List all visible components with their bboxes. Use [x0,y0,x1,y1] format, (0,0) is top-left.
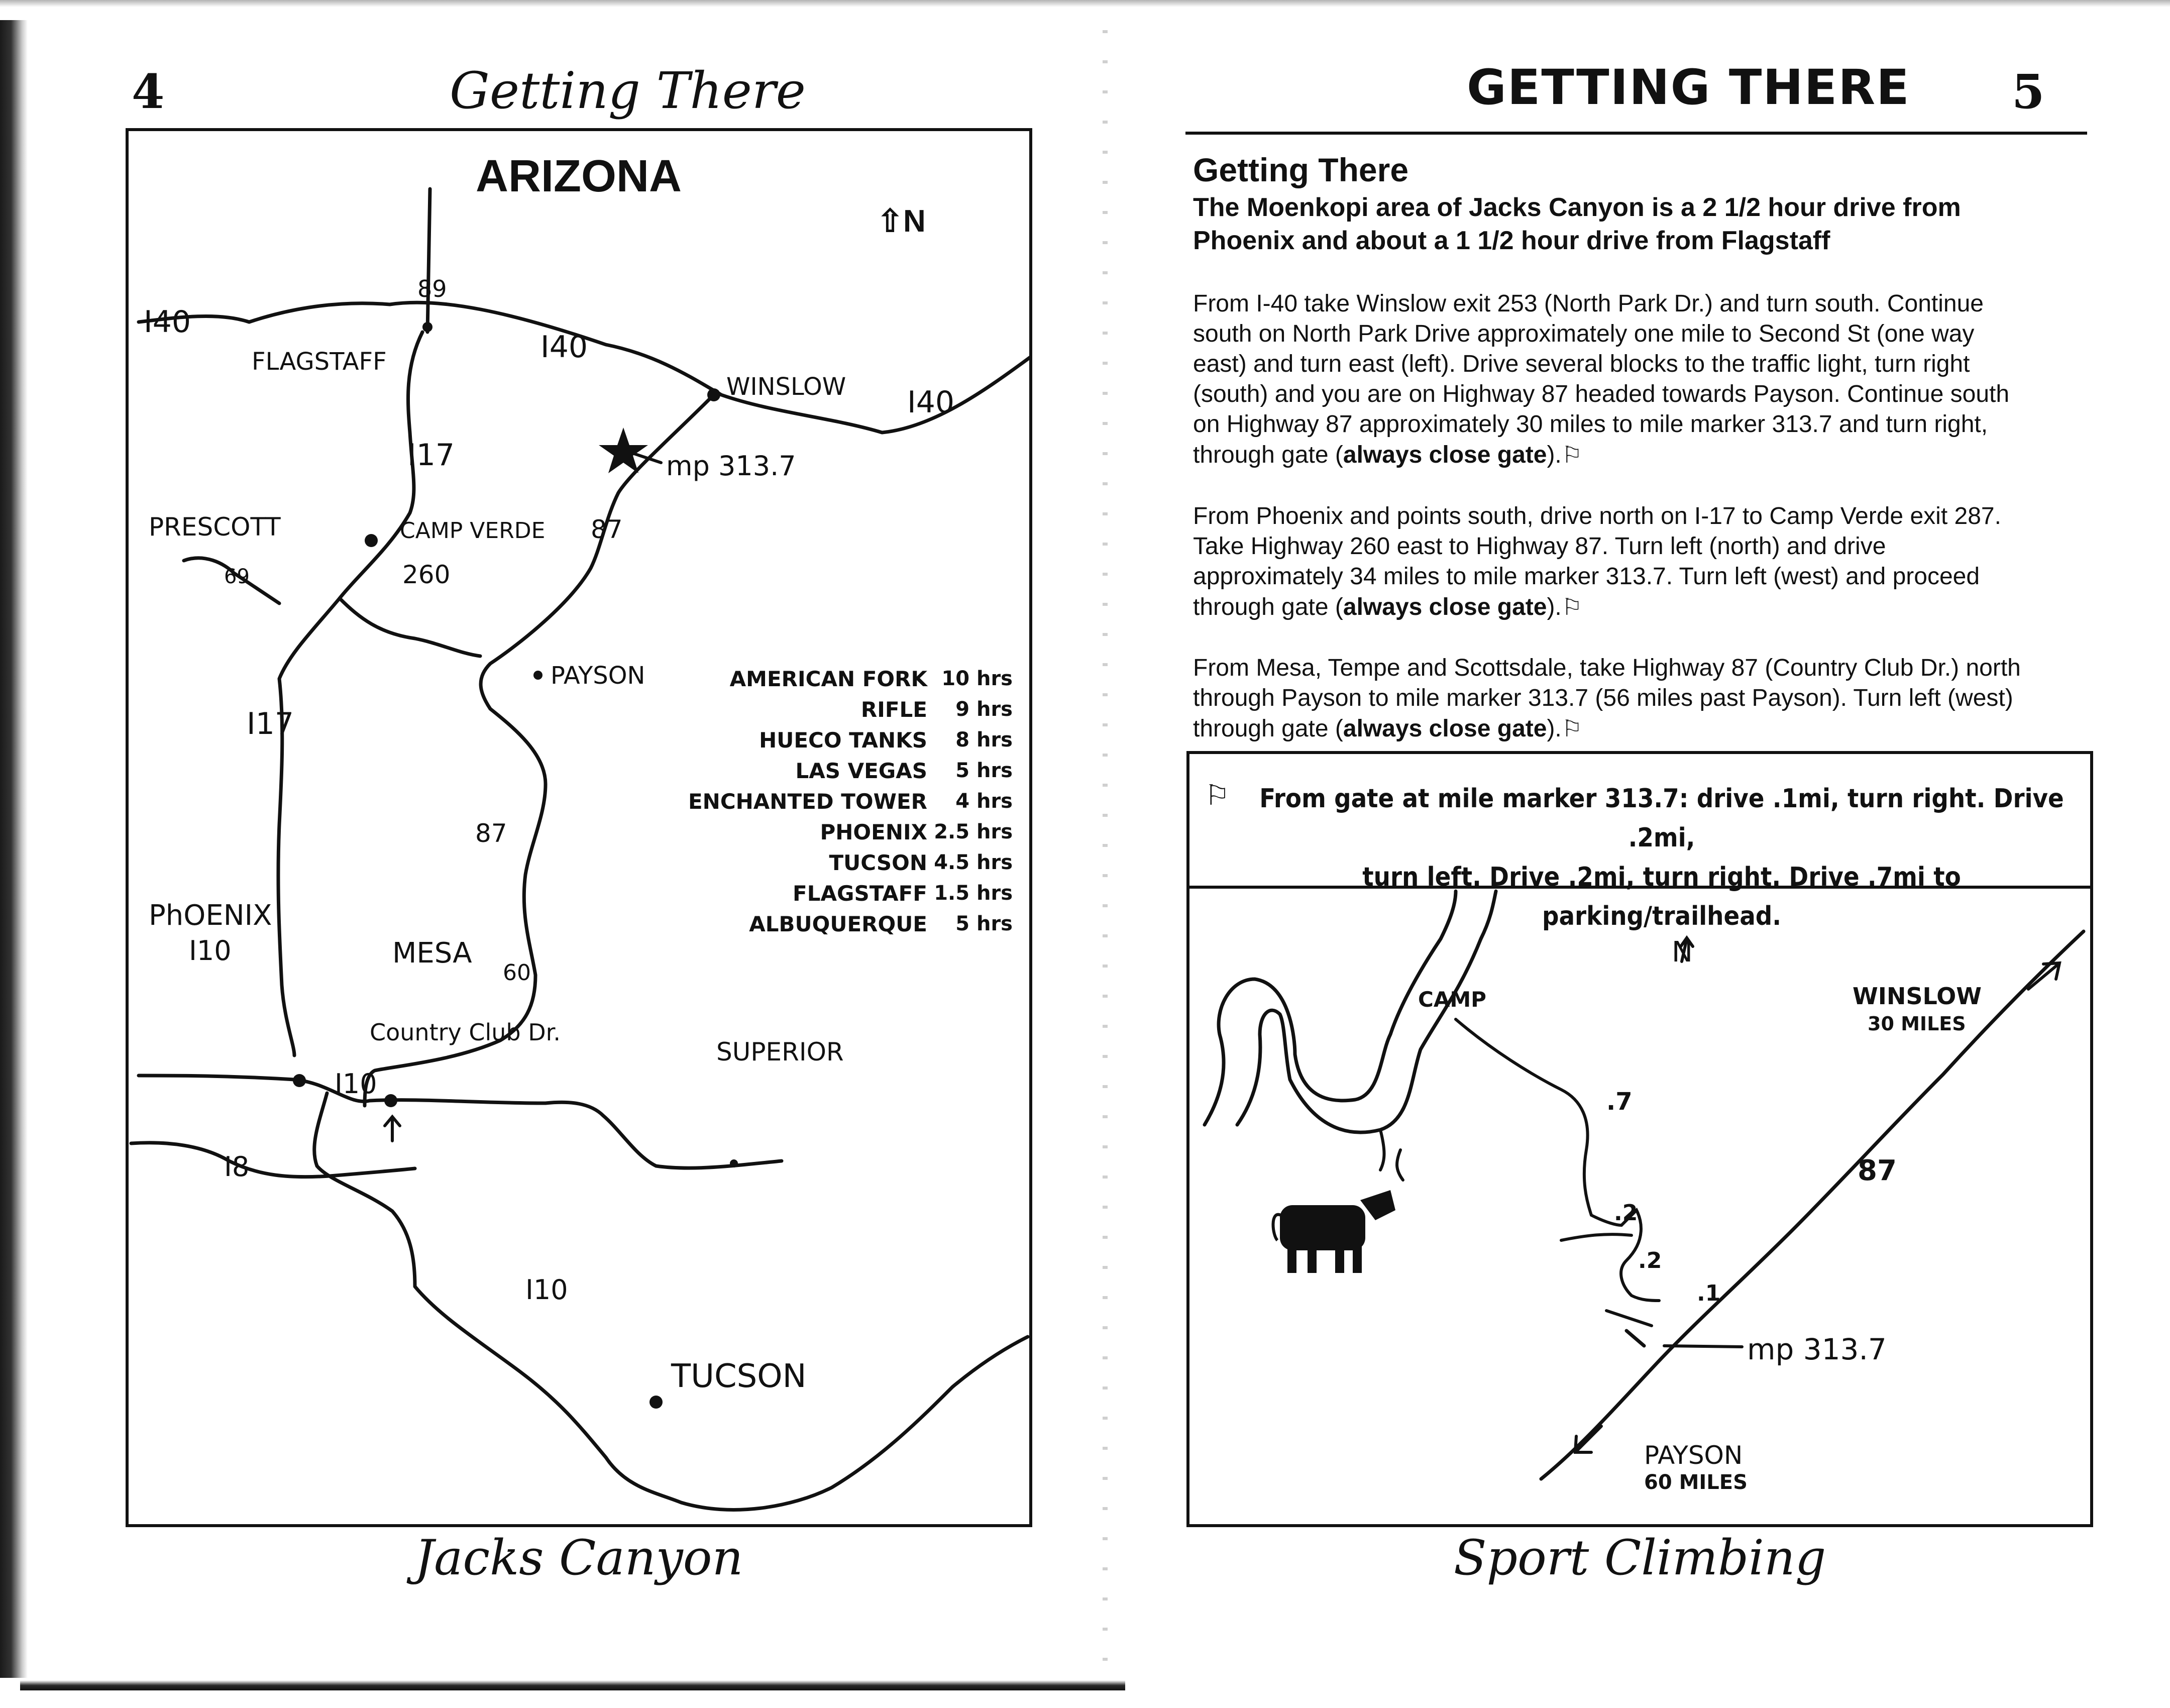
flag-icon: ⚐ [1561,593,1583,620]
map-title: ARIZONA [476,151,682,201]
right-page-header: GETTING THERE [1467,59,1910,116]
distance-row [656,909,1013,939]
detail-map-drawing [1189,889,2090,1524]
page-top-shadow [0,0,2170,7]
paragraph-from-mesa [1193,653,2077,744]
camp-label: CAMP [1418,987,1486,1012]
payson-arrow [1575,1426,1601,1452]
distance-row [656,817,1013,847]
road-label-i40-east: I40 [907,385,955,420]
segment-2b-label: .2 [1638,1248,1662,1273]
distance-place: AMERICAN FORK [729,667,927,691]
para1-line: (south) and you are on Highway 87 headed towards Payson. Continue south [1193,381,2010,407]
road-260 [340,598,480,656]
detail-mile-marker: mp 313.7 [1747,1332,1887,1366]
directions-panel [1189,754,2090,931]
left-page-footer: Jacks Canyon [414,1530,743,1586]
mile-marker-label: mp 313.7 [666,450,796,482]
road-label-i10-phoenix: I10 [189,935,232,967]
para3-line: through Payson to mile marker 313.7 (56 miles past Payson). Turn left (west) [1193,685,2013,711]
tucson-dot [649,1396,663,1409]
paragraph-from-i40 [1193,289,2077,470]
highway-87-parallel [1626,1331,1644,1346]
para3-line: From Mesa, Tempe and Scottsdale, take Highway 87 (Country Club Dr.) north [1193,655,2021,681]
payson-distance: 60 MILES [1644,1471,1748,1494]
town-superior: SUPERIOR [716,1037,844,1066]
para2-line: Take Highway 260 east to Highway 87. Turn left (north) and drive [1193,533,1886,560]
page-bottom-edge [20,1680,1125,1690]
detail-north-label: N [1672,936,1693,969]
town-mesa: MESA [392,937,472,970]
distance-time: 10 hrs [941,667,1013,690]
distance-time: 5 hrs [955,912,1013,935]
road-i8 [131,1143,415,1177]
left-page-header: Getting There [450,61,806,120]
flagstaff-dot [422,322,432,332]
book-spine-edge [0,20,28,1678]
payson-label: PAYSON [1644,1441,1743,1470]
superior-dot [730,1159,738,1167]
segment-1-label: .1 [1697,1280,1721,1306]
distance-place: PHOENIX [820,820,927,844]
distance-row [656,786,1013,817]
distance-time: 5 hrs [955,759,1013,782]
mile-marker-leader [1664,1346,1742,1347]
road-label-i10-south: I10 [335,1068,377,1100]
road-i10-south [314,1093,1028,1510]
canyon-hook [1380,1130,1403,1180]
road-label-i17-south: I17 [247,706,294,741]
road-label-i10-tucson: I10 [525,1274,568,1306]
winslow-dot [707,388,720,401]
arizona-map [126,128,1032,1527]
distance-time: 4.5 hrs [934,851,1013,874]
distance-time: 4 hrs [955,790,1013,813]
canyon-line-2 [1237,891,1496,1132]
directions-line: turn left. Drive .2mi, turn right. Drive .7mi to parking/trailhead. [1362,862,1961,931]
section-title: Getting There [1193,151,1409,188]
country-club-label: Country Club Dr. [370,1019,561,1046]
road-label-87-north: 87 [591,515,623,544]
detail-map-box [1186,751,2093,1527]
road-89 [427,189,430,332]
road-label-i40-west: I40 [144,304,191,340]
para3-last-line: through gate (always close gate).⚐ [1193,715,1583,742]
winslow-arrow [2028,963,2059,989]
intro-line-1: The Moenkopi area of Jacks Canyon is a 2 1/2 hour drive from [1193,193,1961,222]
paragraph-from-phoenix [1193,501,2077,622]
para1-last-line: through gate (always close gate).⚐ [1193,441,1583,468]
road-label-89: 89 [417,275,447,302]
para2-line: approximately 34 miles to mile marker 313.7. Turn left (west) and proceed [1193,563,1980,590]
distance-time: 8 hrs [955,728,1013,752]
payson-dot [533,671,542,680]
distance-place: TUCSON [829,850,927,875]
road-label-i17-north: I17 [407,438,455,473]
distance-row [656,878,1013,909]
mesa-dot [384,1094,397,1107]
highway-87-label: 87 [1858,1154,1897,1187]
center-gutter [1103,30,1108,1678]
town-flagstaff: FLAGSTAFF [252,348,387,376]
trail-spur [1561,1234,1632,1240]
right-page-footer: Sport Climbing [1453,1530,1826,1586]
header-rule [1185,132,2087,135]
segment-7-label: .7 [1606,1088,1633,1116]
distance-place: HUECO TANKS [759,728,927,753]
road-label-87-south: 87 [475,819,507,848]
segment-2a-label: .2 [1614,1200,1638,1226]
para1-line: east) and turn east (left). Drive several blocks to the traffic light, turn right [1193,351,1970,377]
distance-row [656,847,1013,878]
para2-line: From Phoenix and points south, drive north on I-17 to Camp Verde exit 287. [1193,503,2001,529]
flag-icon: ⚐ [1205,779,1230,812]
phoenix-dot [293,1074,306,1087]
town-phoenix: PhOENIX [149,899,272,932]
road-label-i8: I8 [224,1151,250,1183]
distance-time: 9 hrs [955,698,1013,721]
camp-verde-dot [365,534,378,547]
distance-place: LAS VEGAS [795,759,927,783]
town-camp-verde: CAMP VERDE [400,518,546,544]
distance-row [656,756,1013,786]
para1-line: on Highway 87 approximately 30 miles to mile marker 313.7 and turn right, [1193,411,1988,438]
north-indicator: ⇧N [877,204,926,239]
trail-path [1456,1019,1659,1301]
para1-line: From I-40 take Winslow exit 253 (North Park Dr.) and turn south. Continue [1193,290,1984,317]
distance-row [656,725,1013,756]
intro-line-2: Phoenix and about a 1 1/2 hour drive from Flagstaff [1193,226,1830,255]
flag-icon: ⚐ [1561,441,1583,468]
distance-place: RIFLE [860,697,927,722]
road-label-60: 60 [503,960,531,986]
para2-last-line: through gate (always close gate).⚐ [1193,593,1583,620]
distance-place: FLAGSTAFF [793,881,927,906]
distance-time: 2.5 hrs [934,820,1013,843]
winslow-label: WINSLOW [1853,983,1982,1010]
right-page-number: 5 [2012,64,2045,120]
country-club-arrow [385,1117,400,1141]
town-prescott: PRESCOTT [149,512,281,542]
road-label-260: 260 [402,560,451,589]
distance-place: ALBUQUERQUE [749,912,927,936]
trail-spur-2 [1606,1311,1652,1326]
directions-line: From gate at mile marker 313.7: drive .1mi, turn right. Drive .2mi, [1259,784,2064,853]
distance-table [656,664,1013,939]
left-page-number: 4 [132,64,165,120]
road-label-69: 69 [224,565,250,588]
distance-row [656,694,1013,725]
distance-row [656,664,1013,694]
cow-icon [1273,1190,1395,1273]
winslow-distance: 30 MILES [1868,1013,1966,1035]
distance-place: ENCHANTED TOWER [688,789,927,814]
town-payson: PAYSON [551,662,645,690]
flag-icon: ⚐ [1561,715,1583,742]
para1-line: south on North Park Drive approximately one mile to Second St (one way [1193,321,1975,347]
town-tucson: TUCSON [671,1358,807,1395]
road-label-i40-mid: I40 [540,330,588,365]
town-winslow: WINSLOW [726,373,846,401]
distance-time: 1.5 hrs [934,882,1013,905]
